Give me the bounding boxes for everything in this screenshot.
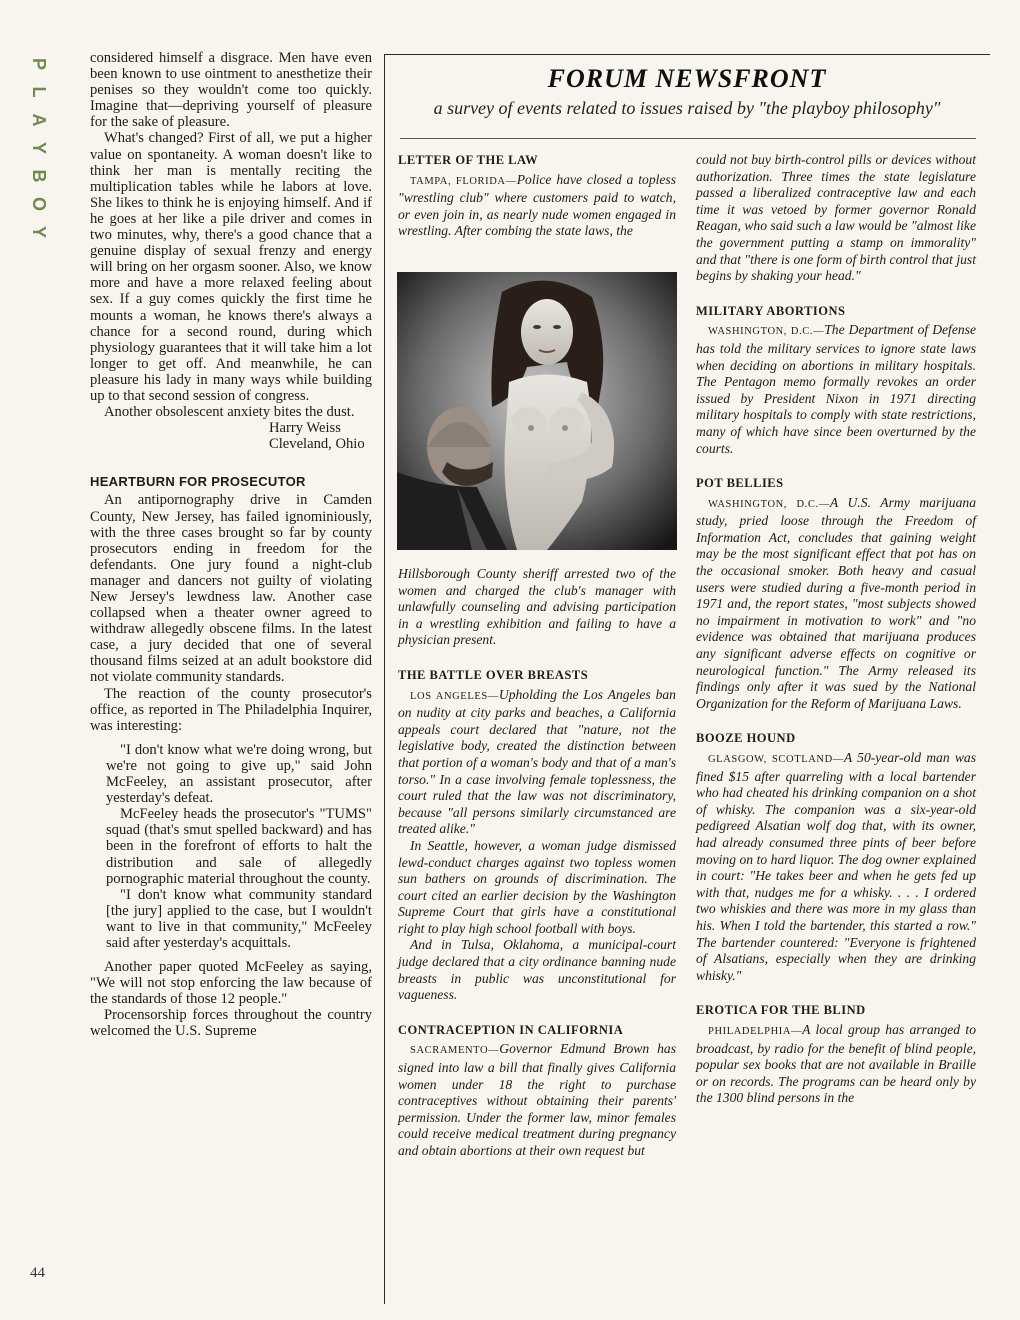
article-text: The Department of Defense has told the military services to ignore state laws when deciding on abortions in military hospitals. The Pentagon memo formally revokes an order issued by President Nixon in 1971 directing military hospitals to comply with state restrictions, many of which have since been overturned by the courts. bbox=[696, 322, 976, 456]
article-text: Governor Edmund Brown has signed into law a bill that finally gives California women under 18 the right to purchase contraceptives without obtaining their parents' permission. Under the former law, minor females could receive medical treatment during pregnancy and obtain abortions at their own request but bbox=[398, 1041, 676, 1158]
quote-paragraph: "I don't know what we're doing wrong, but we're not going to give up," said John McFeeley, an assistant prosecutor, after yesterday's defeat. bbox=[106, 741, 372, 807]
article-paragraph: Procensorship forces throughout the country welcomed the U.S. Supreme bbox=[90, 1007, 372, 1040]
dateline: LOS ANGELES— bbox=[410, 690, 499, 702]
article-paragraph: An antipornography drive in Camden County, New Jersey, has failed ignominiously, with the three cases brought so far by county prosecutors ending in freedom for the defendants. One jury found a night-club manager and dancers not guilty of violating New Jersey's lewdness law. Another case collapsed when a theater owner agreed to withdraw allegedly obscene films. In the latest case, a jury decided that one of several thousand films seized at an adult bookstore did not violate community standards. bbox=[90, 492, 372, 686]
section-heading: THE BATTLE OVER BREASTS bbox=[398, 667, 589, 682]
forum-title: FORUM NEWSFRONT bbox=[547, 64, 827, 93]
side-letter: P bbox=[29, 57, 49, 70]
magazine-side-label bbox=[26, 50, 52, 246]
letter-paragraph: Another obsolescent anxiety bites the dust. bbox=[104, 404, 355, 421]
signature-name: Harry Weiss bbox=[269, 420, 341, 437]
block-quote bbox=[90, 742, 372, 951]
section-heading: POT BELLIES bbox=[696, 476, 784, 491]
article-text: Upholding the Los Angeles ban on nudity at city parks and beaches, a California appeals court declared that "nature, not the legislative body, created the distinction between that portion of a woman's body and that of a man's torso." In a case involving female toplessness, the court ruled that the law was not discriminatory, because "all persons similarly circumstanced are treated alike." bbox=[398, 686, 676, 837]
dateline: TAMPA, FLORIDA— bbox=[410, 175, 517, 187]
article-text: A U.S. Army marijuana study, pried loose through the Freedom of Information Act, concludes that gaining weight may be the most significant effect that pot has on the occasional smoker. Both heavy and casual users were studied during a five-month period in 1971 and, the report states, "most subjects showed no impairment in motivation to work" and "no evidence was obtained that marijuana produces any significant adverse effects on cognitive or neurological function." The Army released its findings only after it was sued by the National Organization for the Reform of Marijuana Laws. bbox=[696, 494, 976, 711]
left-column bbox=[90, 50, 372, 1040]
section-heading: BOOZE HOUND bbox=[696, 731, 796, 746]
forum-subtitle: a survey of events related to issues raised by "the playboy philosophy" bbox=[433, 98, 941, 118]
dateline: SACRAMENTO— bbox=[410, 1045, 500, 1057]
signature-city: Cleveland, Ohio bbox=[269, 436, 365, 453]
forum-mid-column-bottom bbox=[398, 566, 676, 1160]
dateline: PHILADELPHIA— bbox=[708, 1025, 803, 1037]
forum-mid-column-top bbox=[398, 134, 676, 240]
page-number: 44 bbox=[30, 1265, 45, 1281]
section-heading: MILITARY ABORTIONS bbox=[696, 303, 846, 318]
article-text: Police have closed a topless "wrestling club" where customers paid to watch, or even join in, as nearly nude women engaged in wrestling. After combing the state laws, the bbox=[398, 171, 677, 239]
side-letter: Y bbox=[29, 225, 49, 238]
letter-paragraph: What's changed? First of all, we put a higher value on spontaneity. A woman doesn't like to think her man is mentally reciting the multiplication tables while he labors at love. She likes to think he is enjoying himself. And if he goes at her like a pile driver and comes in two minutes, why, there's a good chance that a genuine display of sexual frenzy and energy will bring on her orgasm sooner. Also, we know more and have a more relaxed feeling about sex. If a guy comes quickly the first time he mounts a woman, he knows there's always a chance for a second round, during which physiology guarantees that it will take him a lot longer to get off. And meanwhile, he can pleasure his lady in many ways while building up to that second session of congress. bbox=[90, 130, 372, 404]
side-letter: Y bbox=[29, 141, 49, 154]
letter-paragraph: considered himself a disgrace. Men have even been known to use ointment to anesthetize their penises so they wouldn't come too quickly. Imagine that—depriving yourself of pleasure for the sake of pleasure. bbox=[90, 50, 372, 131]
section-heading: LETTER OF THE LAW bbox=[398, 153, 539, 167]
section-heading: HEARTBURN FOR PROSECUTOR bbox=[90, 474, 306, 490]
article-text: could not buy birth-control pills or devices without authorization. Three times the state legislature passed a liberalized contraceptive law and each time it was vetoed by former governor Ronald Reagan, who said such a law would be "almost like the government putting a stamp on immorality" and that "there is one form of birth control that just begins by shaking your head." bbox=[696, 152, 976, 284]
photo bbox=[397, 272, 677, 550]
article-text: A local group has arranged to broadcast, by radio for the benefit of blind people, popular sex books that are not available in Braille or on records. The programs can be heard only by the 1300 blind persons in the bbox=[696, 1021, 976, 1106]
forum-right-column bbox=[696, 152, 976, 1107]
quote-paragraph: McFeeley heads the prosecutor's "TUMS" squad (that's smut spelled backward) and has been in the forefront of efforts to halt the distribution and sale of allegedly pornographic material throughout the county. bbox=[106, 806, 372, 887]
article-text: And in Tulsa, Oklahoma, a municipal-court judge declared that a city ordinance banning nude breasts in public was unconstitutional for vagueness. bbox=[398, 937, 676, 1003]
dateline: WASHINGTON, D.C.— bbox=[708, 326, 825, 338]
section-heading: EROTICA FOR THE BLIND bbox=[696, 1003, 866, 1018]
dateline: WASHINGTON, D.C.— bbox=[708, 498, 830, 510]
side-letter: O bbox=[29, 196, 49, 211]
side-letter: B bbox=[29, 169, 49, 183]
photo-illustration bbox=[397, 272, 677, 550]
section-heading: CONTRACEPTION IN CALIFORNIA bbox=[398, 1022, 624, 1037]
dateline: GLASGOW, SCOTLAND— bbox=[708, 754, 844, 765]
quote-paragraph: "I don't know what community standard [the jury] applied to the case, but I wouldn't want to live in that community," McFeeley said after yesterday's acquittals. bbox=[106, 886, 372, 951]
article-text: A 50-year-old man was fined $15 after quarreling with a local bartender who had cheated his drinking companion on a shot of whisky. The companion was a six-year-old pedigreed Alsatian wolf dog that, with its owner, had already consumed three pints of beer before moving on to hard liquor. The dog owner explained in court: "He takes beer and when he gets fed up with that, nudges me for a whisky. . . . I ordered two whiskies and there was more in my glass than his. When I told the bartender, this started a row." The bartender countered: "Everyone is frightened of Alsatians, especially when they are drinking whisky." bbox=[696, 750, 976, 983]
side-letter: L bbox=[29, 86, 49, 98]
article-text: In Seattle, however, a woman judge dismissed lewd-conduct charges against two topless women sun bathers on grounds of discrimination. The court cited an earlier decision by the Washington Supreme Court that girls have a constitutional right to play high school football with boys. bbox=[398, 837, 676, 936]
article-paragraph: Another paper quoted McFeeley as saying, "We will not stop enforcing the law because of the standards of those 12 people." bbox=[90, 959, 372, 1008]
article-text: Hillsborough County sheriff arrested two of the women and charged the club's manager with unlawfully counseling and advising participation in a wrestling exhibition and failing to have a physician present. bbox=[398, 566, 676, 648]
article-paragraph: The reaction of the county prosecutor's office, as reported in The Philadelphia Inquirer, was interesting: bbox=[90, 685, 372, 734]
side-letter: A bbox=[29, 113, 49, 127]
